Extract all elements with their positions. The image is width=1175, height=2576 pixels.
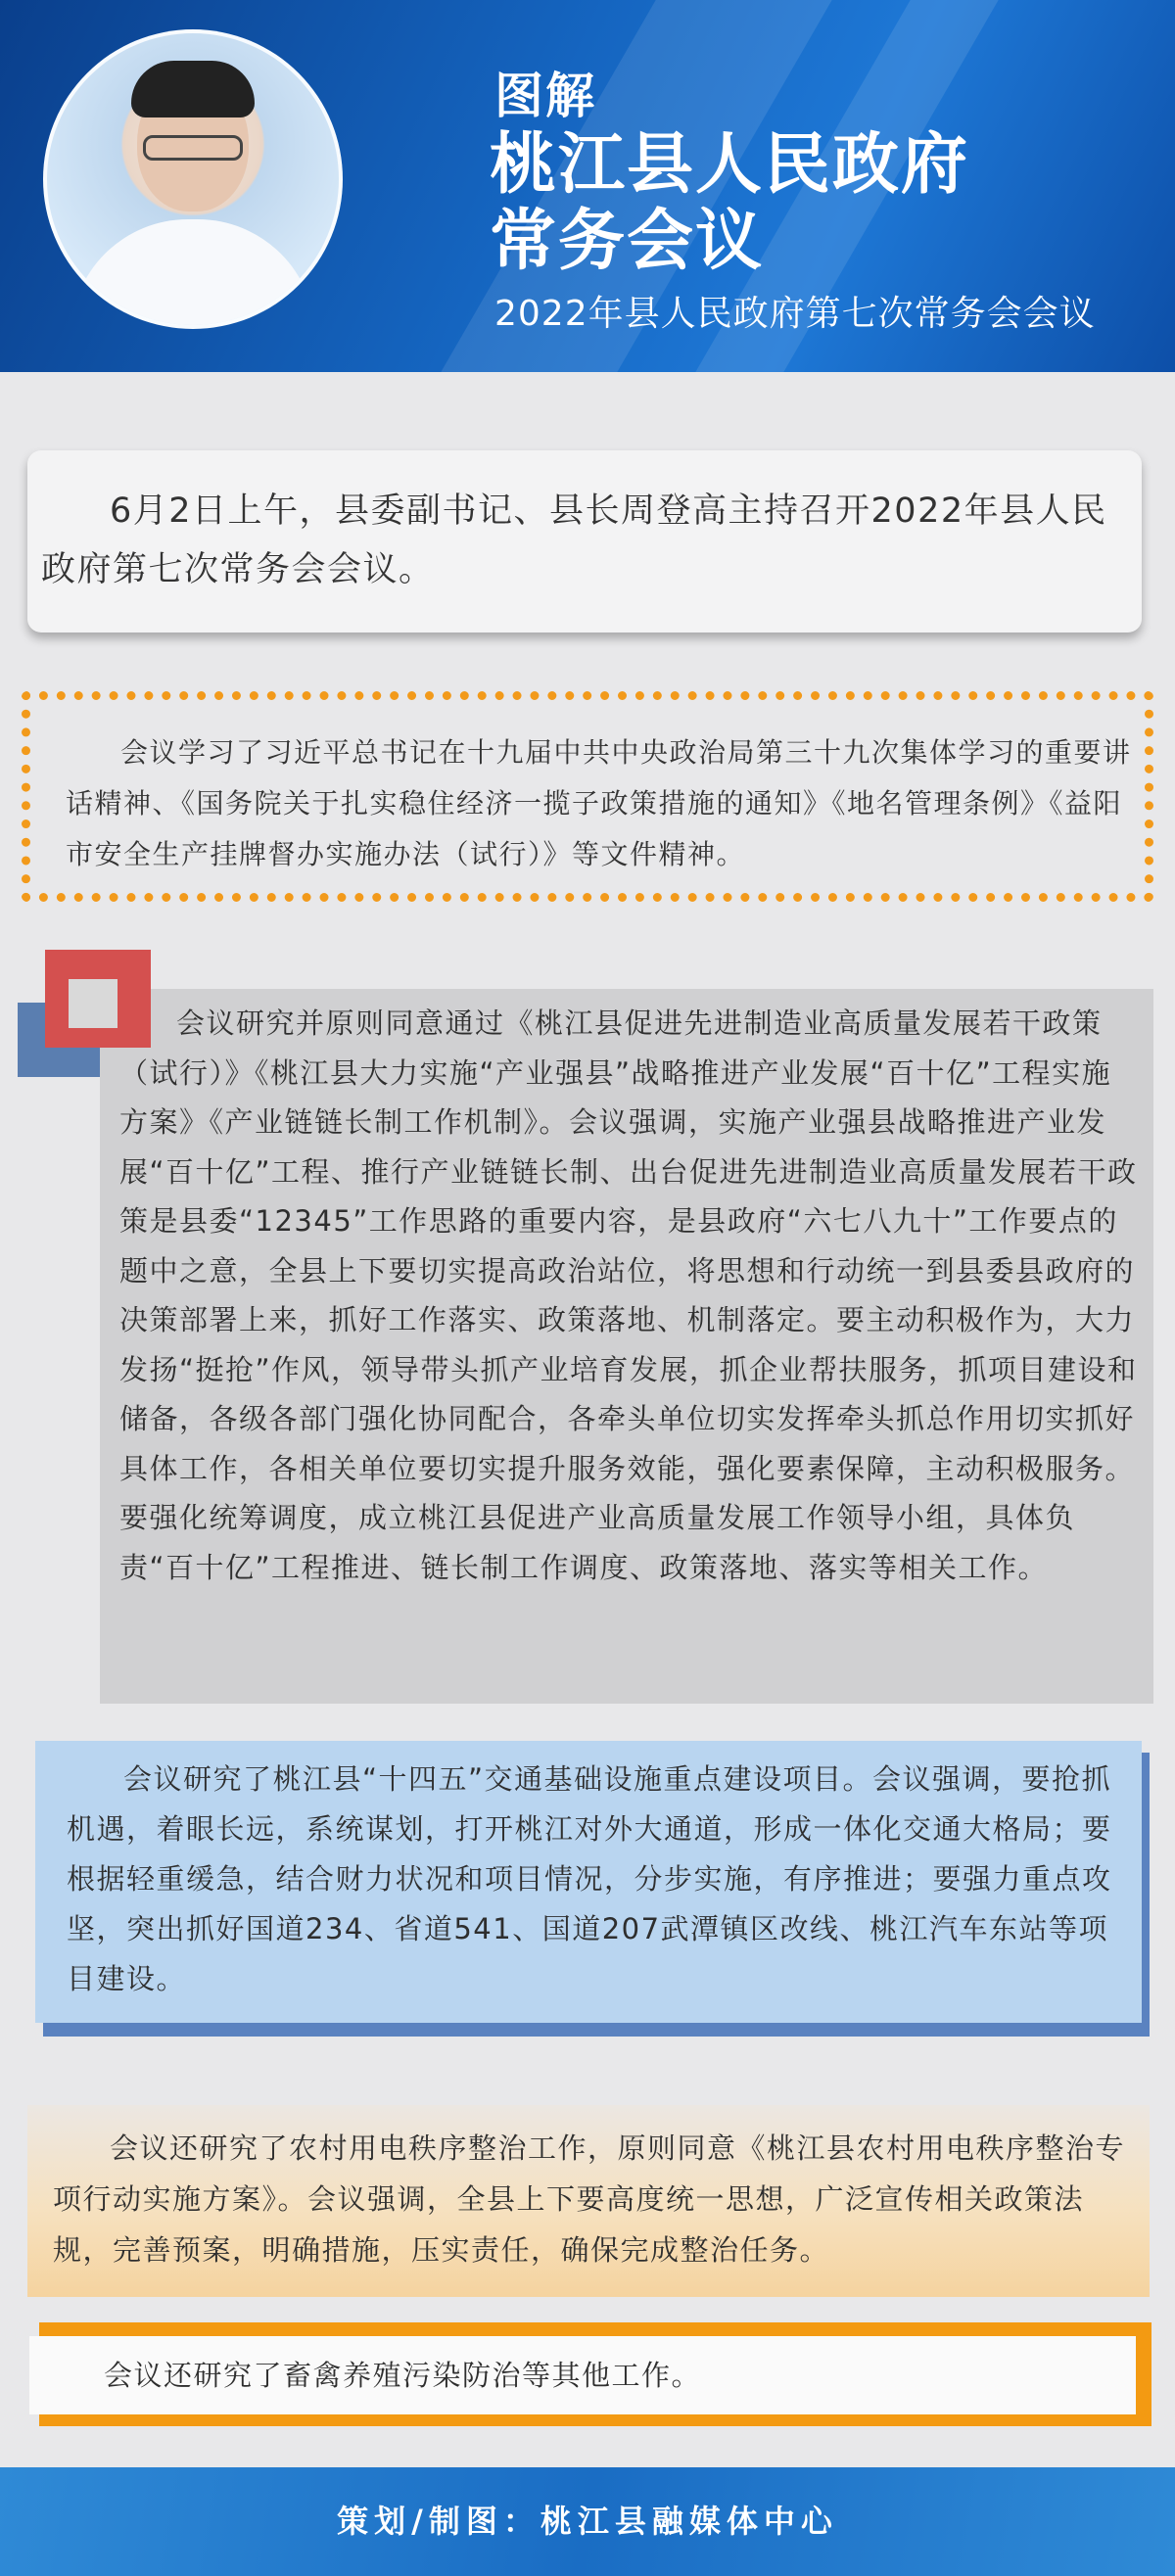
livestock-card — [29, 2336, 1136, 2414]
decor-square-grey — [69, 979, 118, 1028]
rural-power-text: 会议还研究了农村用电秩序整治工作，原则同意《桃江县农村用电秩序整治专项行动实施方案》。会议强调，全县上下要高度统一思想，广泛宣传相关政策法规，完善预案，明确措施，压实责任，确保完成整治任务。 — [53, 2131, 1126, 2267]
transport-text: 会议研究了桃江县“十四五”交通基础设施重点建设项目。会议强调，要抢抓机遇，着眼长远，系统谋划，打开桃江对外大通道，形成一体化交通大格局；要根据轻重缓急，结合财力状况和项目情况，分步实施，有序推进；要强力重点攻坚，突出抓好国道234、省道541、国道207武潭镇区改线、桃江汽车东站等项目建设。 — [67, 1762, 1112, 1995]
footer-bar — [0, 2467, 1175, 2576]
header-banner — [0, 0, 1175, 372]
industry-text: 会议研究并原则同意通过《桃江县促进先进制造业高质量发展若干政策（试行）》《桃江县大力实施“产业强县”战略推进产业发展“百十亿”工程实施方案》《产业链链长制工作机制》。会议强调，实施产业强县战略推进产业发展“百十亿”工程、推行产业链链长制、出台促进先进制造业高质量发展若干政策是县委“12345”工作思路的重要内容，是县政府“六七八九十”工作要点的题中之意，全县上下要切实提高政治站位，将思想和行动统一到县委县政府的决策部署上来，抓好工作落实、政策落地、机制落定。要主动积极作为，大力发扬“挺抢”作风，领导带头抓产业培育发展，抓企业帮扶服务，抓项目建设和储备，各级各部门强化协同配合，各牵头单位切实发挥牵头抓总作用切实抓好具体工作，各相关单位要切实提升服务效能，强化要素保障，主动积极服务。要强化统筹调度，成立桃江县促进产业高质量发展工作领导小组，具体负责“百十亿”工程推进、链长制工作调度、政策落地、落实等相关工作。 — [119, 1007, 1138, 1584]
transport-card — [35, 1741, 1142, 2023]
rural-power-card — [27, 2105, 1150, 2297]
header-title-line2: 常务会议 — [490, 203, 765, 280]
study-text: 会议学习了习近平总书记在十九届中共中央政治局第三十九次集体学习的重要讲话精神、《国务院关于扎实稳住经济一揽子政策措施的通知》《地名管理条例》《益阳市安全生产挂牌督办实施办法（试行）》等文件精神。 — [66, 736, 1132, 870]
livestock-text: 会议还研究了畜禽养殖污染防治等其他工作。 — [104, 2359, 702, 2392]
footer-credit: 策划/制图：桃江县融媒体中心 — [337, 2503, 838, 2540]
header-subtitle: 2022年县人民政府第七次常务会会议 — [494, 294, 1096, 334]
intro-card — [27, 450, 1142, 632]
study-card — [22, 691, 1153, 902]
portrait-photo — [43, 29, 343, 329]
intro-text: 6月2日上午，县委副书记、县长周登高主持召开2022年县人民政府第七次常务会会议。 — [41, 492, 1107, 589]
industry-card — [100, 989, 1153, 1704]
header-title-line1: 桃江县人民政府 — [490, 126, 970, 204]
header-tag: 图解 — [494, 68, 596, 124]
header-title — [490, 127, 969, 280]
